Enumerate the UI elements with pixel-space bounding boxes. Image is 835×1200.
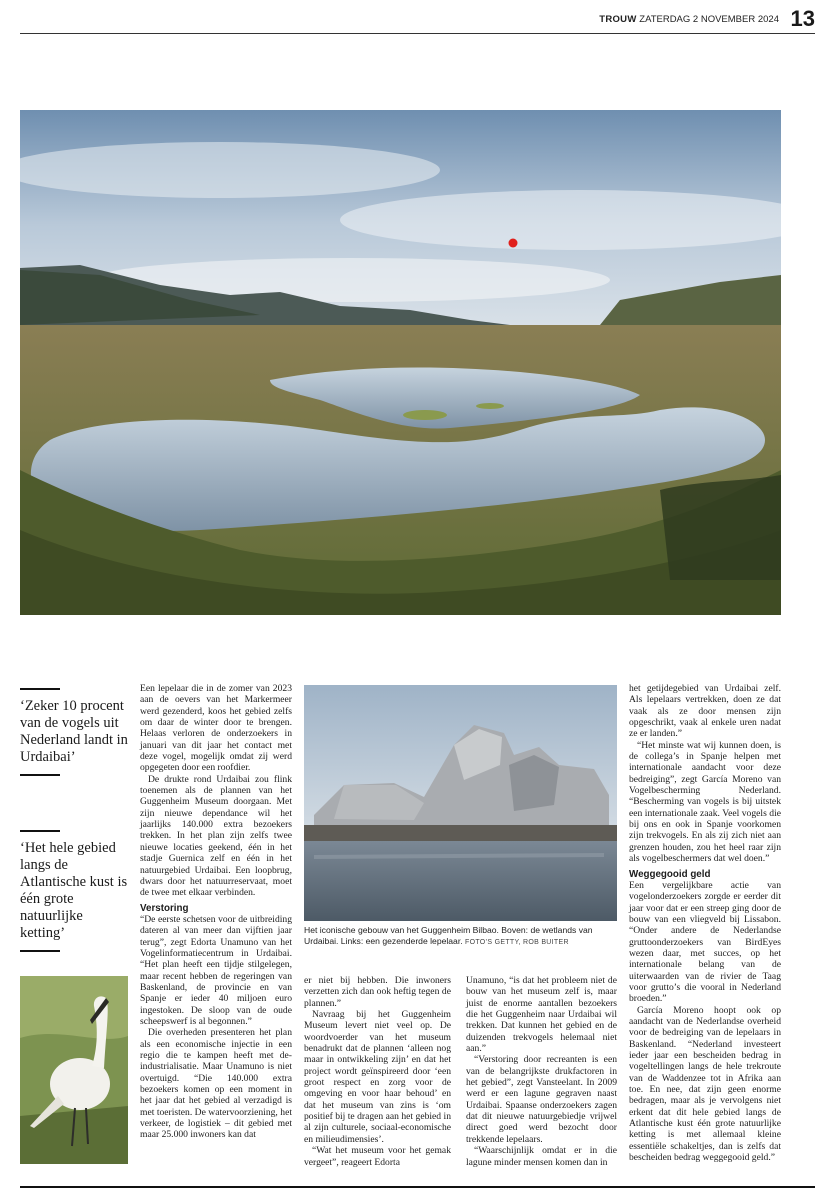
article-column-4 (629, 683, 781, 1163)
article-paragraph: Unamuno, “is dat het probleem niet de bouw van het museum zelf is, maar juist de enorme aantallen bezoekers die het Guggenheim naar Urdaibai wil trekken. Dat kunnen het gebied en de duizenden trekvogels helemaal niet aan.” (466, 975, 617, 1055)
article-paragraph: het getijdegebied van Urdaibai zelf. Als lepelaars vertrekken, doen ze dat vaak als ze door mensen zijn opgeschrikt, vaak al enkele uren nadat ze er landen.” (629, 683, 781, 740)
article-paragraph: Die overheden presenteren het plan als een economische injectie in een regio die te kampen heeft met de-industrialisatie. Maar Unamuno is niet overtuigd. “Die 140.000 extra bezoekers komen op een moment in het jaar dat het gebied al verzadigd is met toeristen. De watervoorziening, het verkeer, de logistiek – dit gebied met maar 25.000 inwoners kan dat (140, 1027, 292, 1141)
article-paragraph: De drukte rond Urdaibai zou flink toenemen als de plannen van het Guggenheim Museum doorgaan. Met zijn nieuwe dependance wil het jaarlijks 140.000 extra bezoekers trekken. In het plan zijn zelfs twee nieuwe locaties geekend, één in het stadje Guernica zelf en één in het natuurgebied Urdaibai. Een loopbrug, dwars door het natuurreservaat, moet de twee met elkaar verbinden. (140, 773, 292, 899)
article-paragraph: “Het minste wat wij kunnen doen, is de collega’s in Spanje helpen met internationale aandacht voor deze bedreiging”, zegt García Moreno van Vogelbescherming Nederland. “Bescherming van vogels is bij uitstek een internationale zaak. Veel vogels die bij ons en ook in Spanje voorkomen zijn trekvogels. En als zij zich niet aan grenzen houden, zou het heel raar zijn als vogelbeschermers dat wel doen.” (629, 739, 781, 865)
newspaper-brand: TROUW (599, 14, 637, 25)
article-paragraph: Een lepelaar die in de zomer van 2023 aan de oevers van het Markermeer werd gezenderd, koos het gebied zelfs om daar de winter door te brengen. Helaas verloren de onderzoekers in januari van dit jaar het contact met deze vogel, mogelijk omdat zij werd opgegeten door een roofdier. (140, 683, 292, 774)
article-column-2 (304, 975, 451, 1168)
page-footer-rule (20, 1186, 815, 1188)
article-paragraph: er niet bij hebben. Die inwoners verzetten zich dan ook heftig tegen de plannen.” (304, 975, 451, 1009)
article-column-3 (466, 975, 617, 1168)
pull-quote-1 (20, 688, 128, 776)
page-number: 13 (790, 6, 815, 31)
pull-quote-text: ‘Het hele gebied langs de Atlantische kust is één grote natuurlijke ketting’ (20, 840, 128, 941)
article-paragraph: “Wat het museum voor het gemak vergeet”, reageert Edorta (304, 1145, 451, 1168)
hero-photo-wetlands (20, 110, 781, 615)
page-header (20, 8, 815, 34)
pull-quote-2 (20, 830, 128, 952)
caption-text: Het iconische gebouw van het Guggenheim Bilbao. Boven: de wetlands van Urdaibai. Links: een gezenderde lepelaar. (304, 925, 593, 946)
subheading-weggegooid-geld: Weggegooid geld (629, 868, 711, 880)
article-column-1 (140, 683, 292, 1141)
header-meta (599, 14, 779, 25)
article-paragraph: “Waarschijnlijk omdat er in die lagune minder mensen komen dan in (466, 1145, 617, 1168)
article-paragraph: “De eerste schetsen voor de uitbreiding dateren al van meer dan vijftien jaar terug”, zegt Edorta Unamuno van het Vogelinformatiecentrum in Urdaibai. “Het plan heeft een tijdje stilgelegen, maar recent hebben de regeringen van Baskenland, de provincie en van Spanje er ieder 40 miljoen euro ingestoken. De sloop van de oude scheepswerf is al begonnen.” (140, 913, 292, 1027)
pull-quote-text: ‘Zeker 10 procent van de vogels uit Nederland landt in Urdaibai’ (20, 698, 128, 765)
article-paragraph: Een vergelijkbare actie van vogelonderzoekers zorgde er eerder dit jaar voor dat er een streep ging door de bouw van een vliegveld bij Lissabon. “Onder andere de Nederlandse gruttoonderzoekers van BirdEyes wezen daar, met succes, op het internationale belang van de uiterwaarden van de rivier de Taag voor grutto’s die vooral in Nederland broeden.” (629, 879, 781, 1005)
photo-caption (304, 925, 617, 948)
issue-date: ZATERDAG 2 NOVEMBER 2024 (639, 14, 779, 25)
guggenheim-photo (304, 685, 617, 921)
quote-rule (20, 950, 60, 952)
article-paragraph: Navraag bij het Guggenheim Museum levert niet veel op. De woordvoerder van het museum benadrukt dat de plannen ‘alleen nog maar in ontwikkeling zijn’ en dat het project wordt geïnspireerd door ‘een groot respect en zorg voor de omgeving en voor haar behoud’ en dat het museum van zins is ‘om positief bij te dragen aan het gebied in al zijn culturele, sociaal-economische en milieudimensies’. (304, 1009, 451, 1145)
photo-credit: FOTO’S GETTY, ROB BUITER (465, 939, 569, 946)
article-paragraph: “Verstoring door recreanten is een van de belangrijkste drukfactoren in het gebied”, zegt Vansteelant. In 2009 werd er een lagune gegraven naast Urdaibai. Spaanse onderzoekers zagen dat dit nieuwe natuurgebiedje vrijwel direct goed werd bezocht door trekkende lepelaars. (466, 1054, 617, 1145)
quote-rule (20, 774, 60, 776)
subheading-verstoring: Verstoring (140, 902, 189, 914)
quote-rule (20, 830, 60, 832)
quote-rule (20, 688, 60, 690)
article-paragraph: García Moreno hoopt ook op aandacht van de Nederlandse overheid voor de bedreiging van de lepelaars in Baskenland. “Nederland investeert ieder jaar een bescheiden bedrag in vogeltellingen langs de hele trekroute van de Waddenzee tot in Afrika aan toe. En nee, dat zijn geen enorme bedragen, maar als je vervolgens niet erkent dat dit hele gebied langs de Atlantische kust één grote natuurlijke ketting is met allemaal kleine essentiële schakeltjes, dan is zelfs dat bescheiden bedrag weggegooid geld.” (629, 1004, 781, 1164)
spoonbill-photo (20, 976, 128, 1164)
